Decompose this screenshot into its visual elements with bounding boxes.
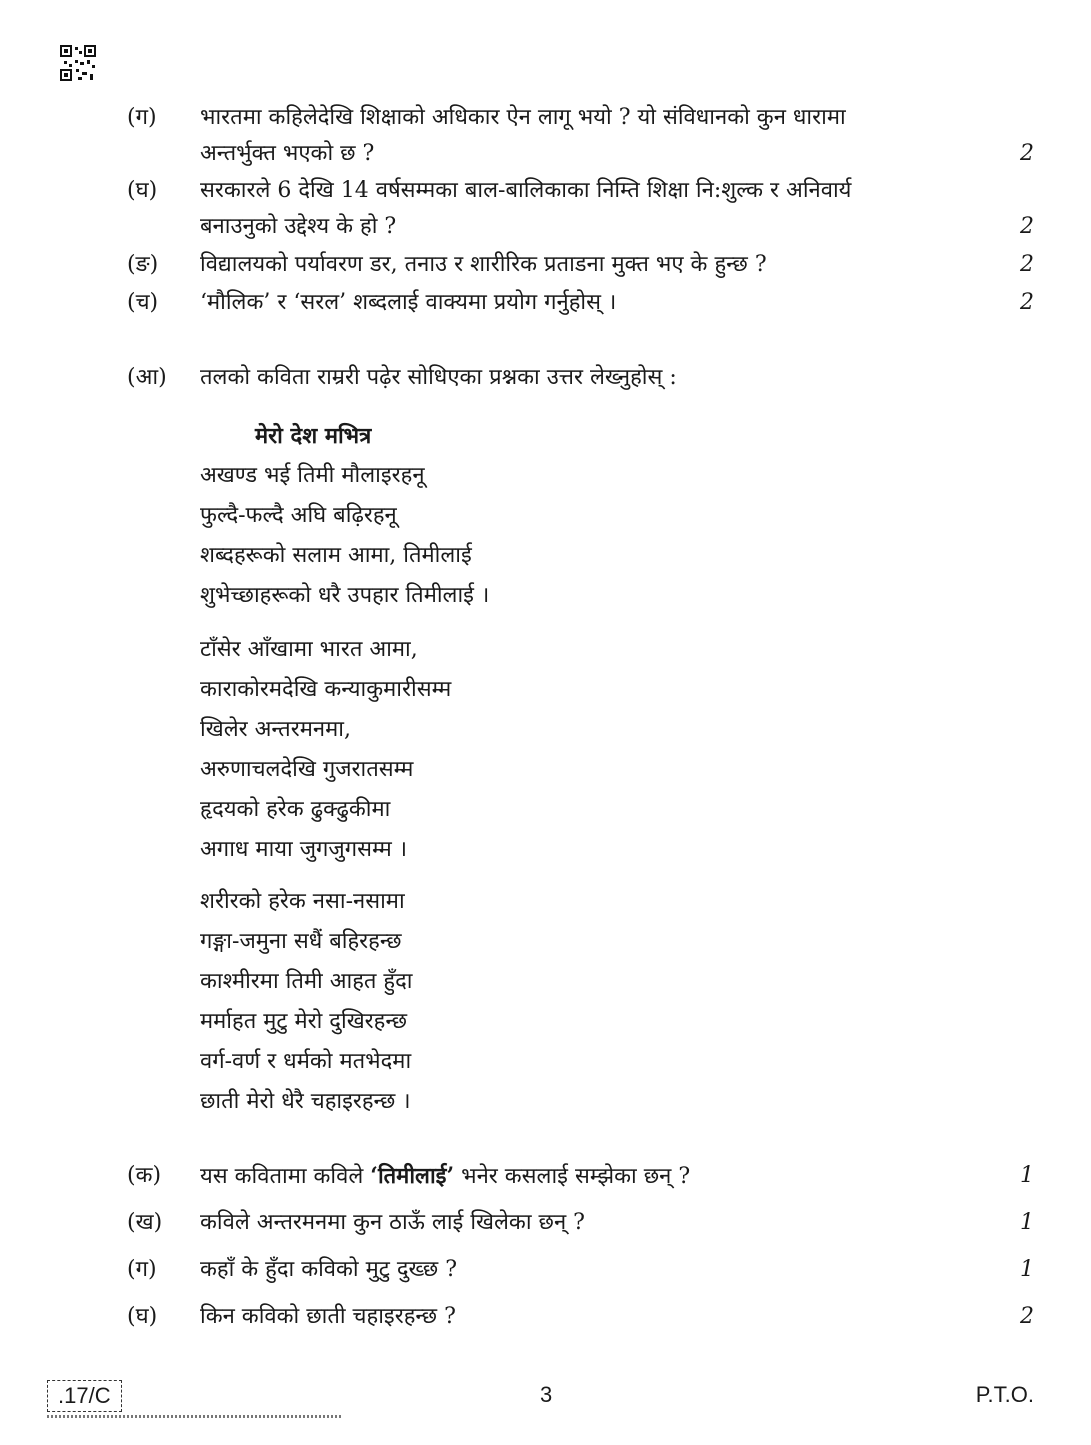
question-label: (घ) [127,1304,158,1329]
question-line: विद्यालयको पर्यावरण डर, तनाउ र शारीरिक प्रताडना मुक्त भए के हुन्छ ? [200,252,767,277]
poem-title: मेरो देश मभित्र [255,423,372,449]
poem-line: अरुणाचलदेखि गुजरातसम्म [200,757,414,782]
question-line: बनाउनुको उद्देश्य के हो ? [200,214,397,239]
question-label: (ग) [127,105,157,130]
question-marks: 1 [1020,1210,1034,1235]
question-label: (क) [127,1163,162,1188]
poem-line: गङ्गा-जमुना सधैं बहिरहन्छ [200,929,402,954]
paper-code: .17/C [47,1380,122,1412]
poem-stanza-1 [200,456,489,616]
poem-line: टाँसेर आँखामा भारत आमा, [200,637,418,662]
poem-line: शब्दहरूको सलाम आमा, तिमीलाई [200,543,472,568]
question-ga-2 [127,1252,1034,1288]
question-text-post: भनेर कसलाई सम्झेका छन् ? [454,1164,691,1189]
poem-line: अगाध माया जुगजुगसम्म । [200,837,408,862]
question-text: किन कविको छाती चहाइरहन्छ ? [200,1304,456,1329]
poem-line: शरीरको हरेक नसा-नसामा [200,889,405,914]
poem-line: काश्मीरमा तिमी आहत हुँदा [200,969,413,994]
poem-line: वर्ग-वर्ण र धर्मको मतभेदमा [200,1049,412,1074]
question-text-bold: ‘तिमीलाई’ [370,1163,455,1189]
question-line: ‘मौलिक’ र ‘सरल’ शब्दलाई वाक्यमा प्रयोग गर्नुहोस् । [200,290,617,315]
question-ga [127,100,1034,172]
question-ka [127,1158,1034,1194]
poem-line: मर्माहत मुटु मेरो दुखिरहन्छ [200,1009,408,1034]
question-marks: 2 [1020,290,1034,315]
question-line: सरकारले 6 देखि 14 वर्षसम्मका बाल-बालिकाका निम्ति शिक्षा नि:शुल्क र अनिवार्य [200,178,852,203]
section-instruction [127,360,1034,396]
page-number: 3 [540,1382,553,1407]
question-label: (ङ) [127,252,159,277]
question-text-pre: यस कवितामा कविले [200,1164,371,1189]
question-marks: 1 [1020,1163,1034,1188]
question-label: (च) [127,290,159,315]
section-instruction-text: तलको कविता राम्ररी पढ़ेर सोधिएका प्रश्नका उत्तर लेख्नुहोस् : [200,365,677,390]
question-gha [127,173,1034,245]
poem-line: हृदयको हरेक ढुक्ढुकीमा [200,797,391,822]
pto-label: P.T.O. [975,1382,1034,1407]
question-marks: 1 [1020,1257,1034,1282]
question-kha [127,1205,1034,1241]
question-text [200,173,984,245]
question-marks: 2 [1020,214,1034,239]
qr-code-icon [60,45,96,81]
section-label: (आ) [127,365,167,390]
question-text [200,1158,984,1195]
poem-line: छाती मेरो धेरै चहाइरहन्छ । [200,1089,411,1114]
question-text: कहाँ के हुँदा कविको मुटु दुख्छ ? [200,1257,458,1282]
question-marks: 2 [1020,141,1034,166]
poem-stanza-2 [200,630,451,870]
poem-line: फुल्दै-फल्दै अघि बढ़िरहनू [200,503,397,528]
poem-line: खिलेर अन्तरमनमा, [200,717,351,742]
question-text [200,247,984,283]
micro-text-line [47,1415,342,1418]
question-line: अन्तर्भुक्त भएको छ ? [200,141,375,166]
poem-line: काराकोरमदेखि कन्याकुमारीसम्म [200,677,452,702]
question-cha [127,285,1034,321]
question-text [200,100,984,172]
question-label: (ग) [127,1257,157,1282]
question-gha-2 [127,1299,1034,1335]
question-text [200,285,984,321]
question-label: (घ) [127,178,158,203]
poem-line: शुभेच्छाहरूको धरै उपहार तिमीलाई । [200,583,490,608]
question-nga [127,247,1034,283]
question-marks: 2 [1020,252,1034,277]
question-marks: 2 [1020,1304,1034,1329]
question-line: भारतमा कहिलेदेखि शिक्षाको अधिकार ऐन लागू भयो ? यो संविधानको कुन धारामा [200,105,846,130]
question-text: कविले अन्तरमनमा कुन ठाऊँ लाई खिलेका छन् ? [200,1210,585,1235]
poem-line: अखण्ड भई तिमी मौलाइरहनू [200,463,425,488]
poem-stanza-3 [200,882,413,1122]
question-label: (ख) [127,1210,163,1235]
